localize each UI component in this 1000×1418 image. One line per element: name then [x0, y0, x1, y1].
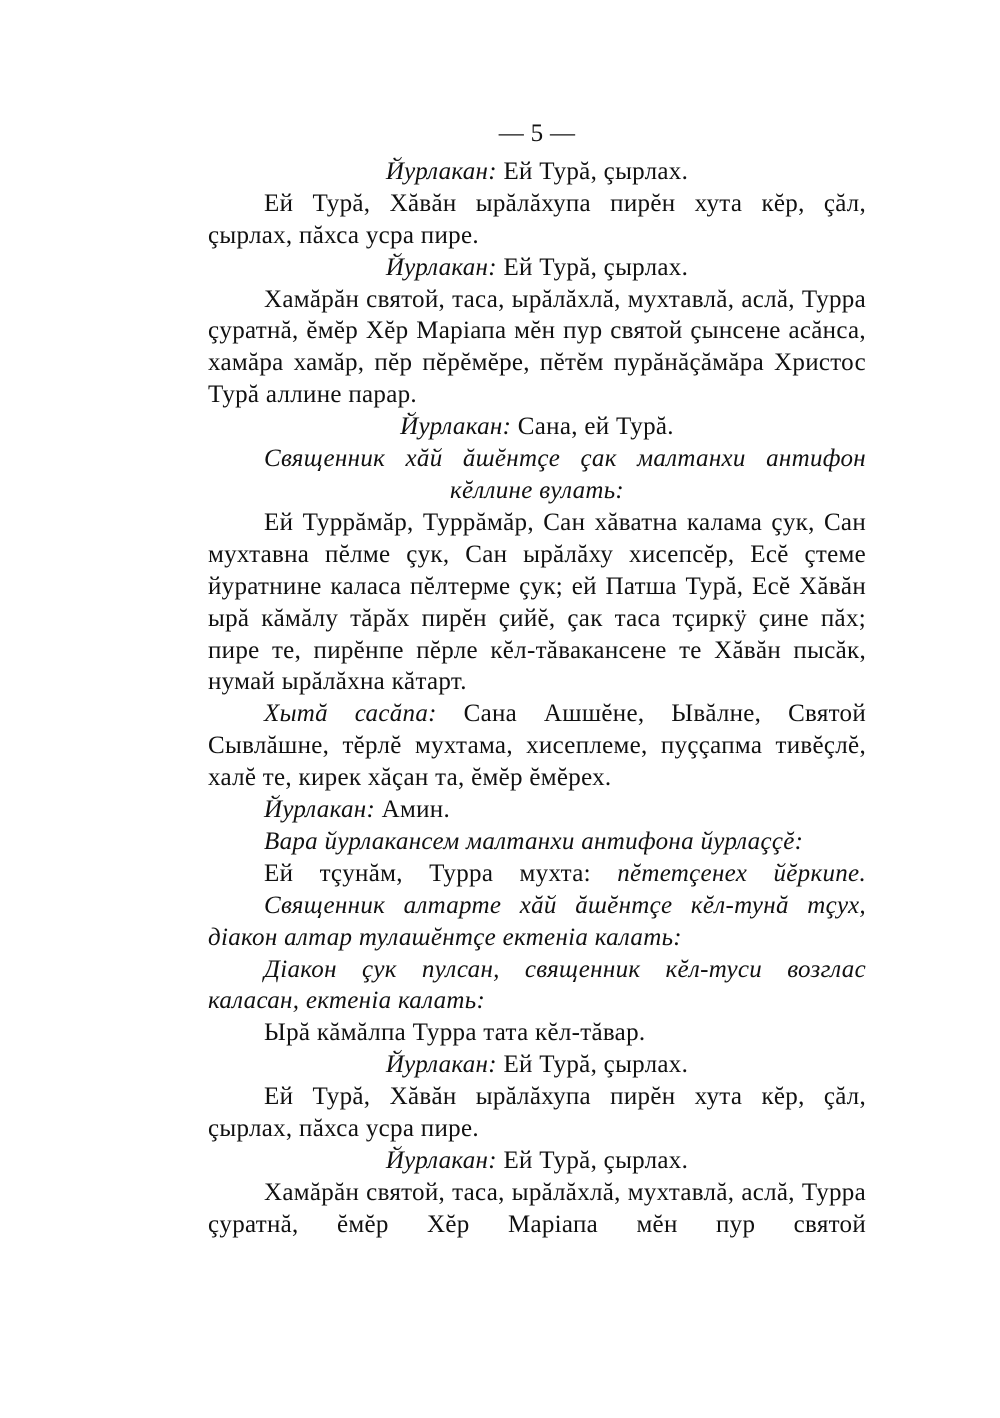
- response-text: Ей Турă, çырлах.: [503, 1051, 689, 1079]
- antiphon-verse: [208, 858, 866, 890]
- response-text: Сана, ей Турă.: [517, 413, 674, 441]
- commemoration-paragraph: Хамăрăн святой, таса, ырăлăхлă, мухтавлă, аслă, Турра çуратнă, ĕмĕр Хĕр Маріапа мĕн пур святой çынсене асăнса, хамăра хамăр, пĕр пĕрĕмĕре, пĕтĕм пурăнăçăмăра Христос Турă аллине парар.: [208, 285, 866, 409]
- doxology-text: Сана Ашшĕне, Ывăлне, Святой Сывлăшне, тĕрлĕ мухтама, хисеплеме, пуççапма тивĕçлĕ, халĕ те, кирек хăçан та, ĕмĕр ĕмĕрех.: [208, 700, 866, 792]
- choir-label: Йурлакан:: [385, 253, 497, 281]
- response-text: Ей Турă, çырлах.: [503, 1147, 689, 1174]
- page-body: [208, 118, 866, 1241]
- choir-label: Йурлакан:: [385, 1147, 497, 1174]
- choir-response: [208, 156, 866, 188]
- petition-paragraph: Ей Турă, Хăвăн ырăлăхупа пирĕн хута кĕр, çăл, çырлах, пăхса усра пире.: [208, 189, 866, 249]
- response-text: Ей Турă, çырлах.: [503, 157, 689, 185]
- choir-response: [208, 1049, 866, 1081]
- page-number: — 5 —: [498, 120, 576, 147]
- antiphon-text: Ей тçунăм, Турра мухта:: [264, 859, 591, 887]
- amen-line: [208, 794, 866, 826]
- rubric-litany: Священник алтарте хăй ăшĕнтçе кĕл-тунă тçух, діакон алтар тулашĕнтçе ектеніа калать:: [208, 891, 866, 951]
- antiphon-rubric: пĕтетçенех йĕркипе.: [617, 859, 866, 887]
- choir-response: [208, 252, 866, 284]
- rubric-deacon: Діакон çук пулсан, священник кĕл-туси возглас каласан, ектеніа калать:: [208, 955, 866, 1015]
- choir-response: [208, 1145, 866, 1177]
- amen-text: Амин.: [381, 796, 451, 824]
- litany-line: Ырă кăмăлпа Турра тата кĕл-тăвар.: [264, 1019, 646, 1047]
- commemoration-paragraph: Хамăрăн святой, таса, ырăлăхлă, мухтавлă, аслă, Турра çуратнă, ĕмĕр Хĕр Маріапа мĕн пур святой: [208, 1178, 866, 1238]
- choir-label: Йурлакан:: [264, 796, 376, 824]
- petition-paragraph: Ей Турă, Хăвăн ырăлăхупа пирĕн хута кĕр, çăл, çырлах, пăхса усра пире.: [208, 1083, 866, 1143]
- choir-label: Йурлакан:: [385, 1051, 497, 1079]
- choir-response: [208, 411, 866, 443]
- all-sing-label: Хытă сасăпа:: [264, 700, 437, 728]
- prayer-paragraph: Ей Туррăмăр, Туррăмăр, Сан хăватна калама çук, Сан мухтавна пĕлме çук, Сан ырăлăху хисепсĕр, Есĕ çтеме йуратнине каласа пĕлтерме çук; ей Патша Турă, Есĕ Хăвăн ырă кăмăлу тăрăх пирĕн çийĕ, çак таса тçиркÿ çине пăх; пире те, пирĕнпе пĕрле кĕл-тăвакансене те Хăвăн пысăк, нумай ырăлăхна кăтарт.: [208, 508, 866, 696]
- choir-label: Йурлакан:: [400, 413, 512, 441]
- choir-label: Йурлакан:: [385, 157, 497, 185]
- rubric-antiphon: Вара йурлакансем малтанхи антифона йурлаççĕ:: [264, 827, 804, 855]
- response-text: Ей Турă, çырлах.: [503, 253, 689, 281]
- rubric-priest-prayer: Священник хăй ăшĕнтçе çак малтанхи антифон кĕллине вулать:: [264, 445, 866, 504]
- doxology-paragraph: [208, 698, 866, 794]
